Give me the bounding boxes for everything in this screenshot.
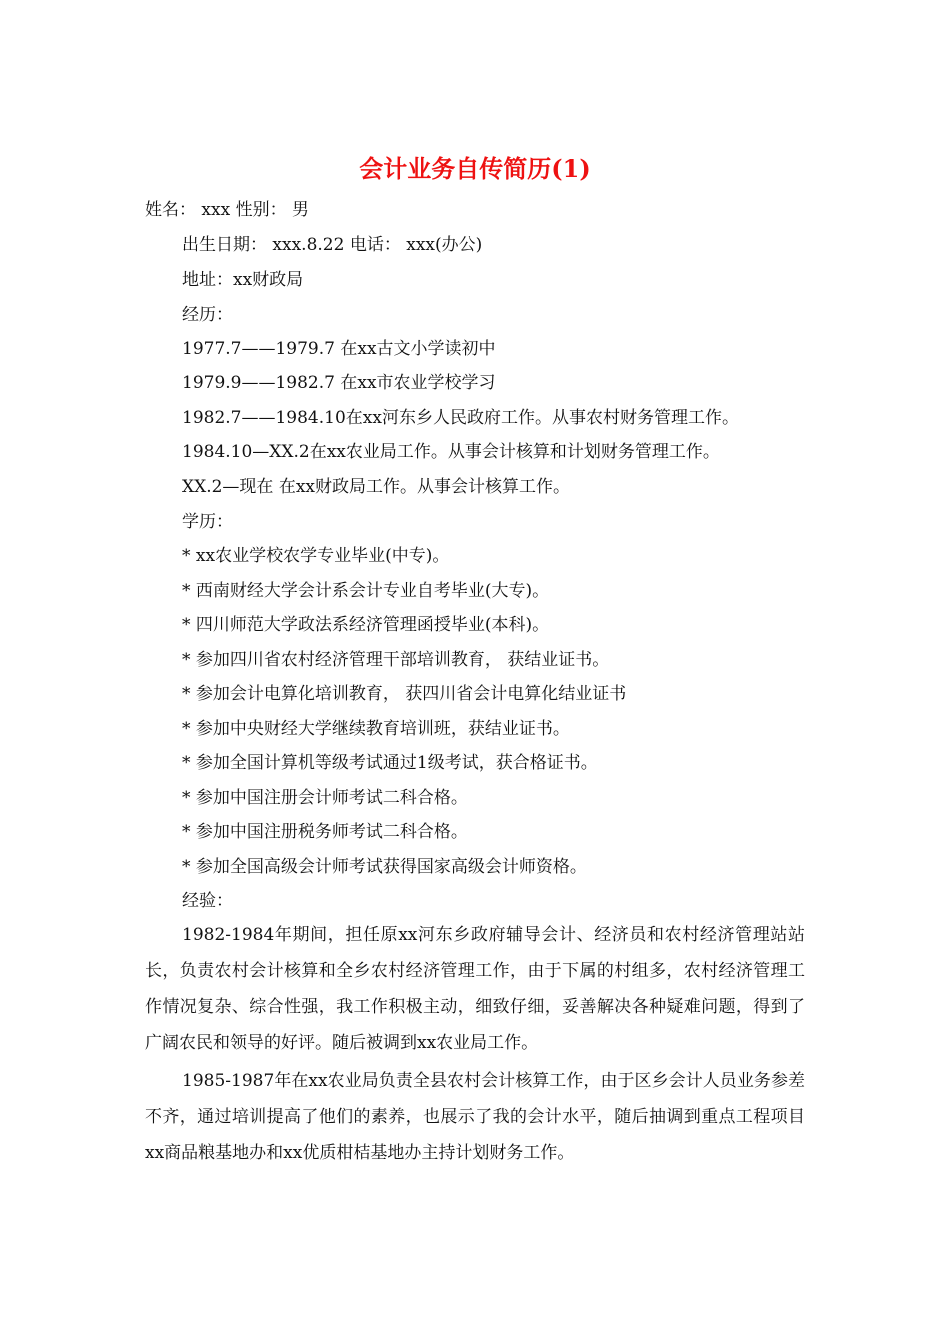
education-item: * 参加会计电算化培训教育， 获四川省会计电算化结业证书	[182, 684, 627, 704]
document-title: 会计业务自传简历(1)	[359, 154, 591, 183]
education-item: * 参加四川省农村经济管理干部培训教育， 获结业证书。	[182, 650, 610, 670]
education-heading: 学历：	[182, 512, 233, 532]
education-item: * 参加全国高级会计师考试获得国家高级会计师资格。	[182, 857, 587, 877]
experience-item: 1977.7——1979.7 在xx古文小学读初中	[182, 339, 496, 359]
education-item: * 参加中央财经大学继续教育培训班，获结业证书。	[182, 719, 570, 739]
skills-heading: 经验：	[182, 891, 233, 911]
experience-item: 1984.10—XX.2在xx农业局工作。从事会计核算和计划财务管理工作。	[182, 442, 720, 462]
education-item: * 参加中国注册会计师考试二科合格。	[182, 788, 468, 808]
experience-heading: 经历：	[182, 305, 233, 325]
education-item: * 参加全国计算机等级考试通过1级考试，获合格证书。	[182, 753, 598, 773]
birth-phone-line: 出生日期： xxx.8.22 电话： xxx(办公)	[182, 235, 483, 255]
address-line: 地址：xx财政局	[182, 270, 304, 290]
experience-item: 1979.9——1982.7 在xx市农业学校学习	[182, 373, 496, 393]
experience-item: XX.2—现在 在xx财政局工作。从事会计核算工作。	[182, 477, 571, 497]
education-item: * 西南财经大学会计系会计专业自考毕业(大专)。	[182, 581, 550, 601]
name-gender-line: 姓名： xxx 性别： 男	[145, 200, 309, 220]
education-item: * 四川师范大学政法系经济管理函授毕业(本科)。	[182, 615, 550, 635]
education-item: * xx农业学校农学专业毕业(中专)。	[182, 546, 450, 566]
experience-item: 1982.7——1984.10在xx河东乡人民政府工作。从事农村财务管理工作。	[182, 408, 739, 428]
education-item: * 参加中国注册税务师考试二科合格。	[182, 822, 468, 842]
experience-paragraph: 1985-1987年在xx农业局负责全县农村会计核算工作，由于区乡会计人员业务参差不齐，通过培训提高了他们的素养，也展示了我的会计水平，随后抽调到重点工程项目xx商品粮基地办和xx优质柑桔基地办主持计划财务工作。	[145, 1071, 805, 1163]
experience-paragraph: 1982-1984年期间，担任原xx河东乡政府辅导会计、经济员和农村经济管理站站长，负责农村会计核算和全乡农村经济管理工作，由于下属的村组多，农村经济管理工作情况复杂、综合性强，我工作积极主动，细致仔细，妥善解决各种疑难问题，得到了广阔农民和领导的好评。随后被调到xx农业局工作。	[145, 925, 805, 1053]
